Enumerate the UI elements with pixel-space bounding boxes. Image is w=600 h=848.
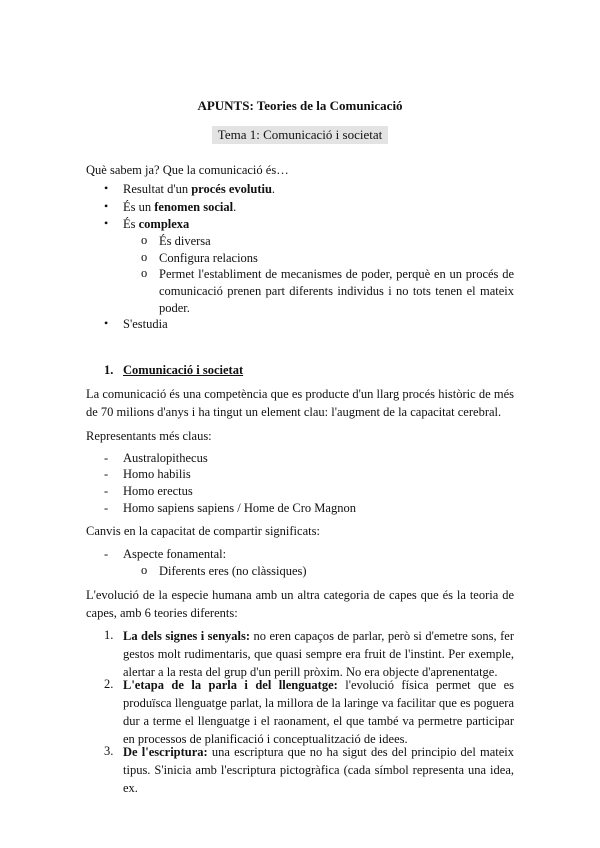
list-item: Homo sapiens sapiens / Home de Cro Magnon [123, 501, 356, 515]
circle-bullet-icon: o [141, 233, 148, 247]
sub-item: Diferents eres (no clàssiques) [159, 564, 307, 578]
bullet-icon: • [104, 181, 109, 195]
section-paragraph: La comunicació és una competència que es producte d'un llarg procés històric de més de 70 milions d'anys i ha tingut un element clau: l'augment de la capacitat cerebral. [86, 387, 514, 419]
bullet-item: És un fenomen social. [123, 200, 237, 214]
section-heading: Comunicació i societat [123, 363, 244, 377]
document-title: APUNTS: Teories de la Comunicació [197, 98, 403, 113]
subtitle-wrapper [0, 126, 600, 144]
list-item: Homo habilis [123, 467, 191, 481]
bullet-icon: • [104, 199, 109, 213]
list-item: Homo erectus [123, 484, 193, 498]
circle-bullet-icon: o [141, 250, 148, 264]
circle-bullet-icon: o [141, 563, 148, 577]
theory-item: L'etapa de la parla i del llenguatge: l'evolució física permet que es produïsca llenguatge parlat, la millora de la laringe va facilitar que es poguera dur a terme el llenguatge i el raonament, el que també va permetre participar en processos de planificació i conceptualització de idees. [123, 678, 514, 746]
dash-icon: - [104, 467, 109, 481]
section-paragraph: L'evolució de la especie humana amb un altra categoria de capes que és la teoria de capes, amb 6 teories diferents: [86, 588, 514, 620]
reps-label: Representants més claus: [86, 429, 212, 443]
bullet-icon: • [104, 216, 109, 230]
list-item: Aspecte fonamental: [123, 547, 227, 561]
intro-question: Què sabem ja? Que la comunicació és… [86, 163, 289, 177]
list-number: 3. [104, 744, 114, 758]
circle-bullet-icon: o [141, 266, 148, 280]
dash-icon: - [104, 451, 109, 465]
theory-item: La dels signes i senyals: no eren capaços de parlar, però si d'emetre sons, fer gestos molt rudimentaris, que quasi sempre era fruit de l'instint. Per exemple, alertar a la resta del grup d'un perill pròxim. No era objecte d'aprenentatge. [123, 629, 514, 679]
section-number: 1. [104, 363, 114, 377]
sub-item: És diversa [159, 234, 211, 248]
list-item: Australopithecus [123, 451, 208, 465]
canvis-label: Canvis en la capacitat de compartir significats: [86, 524, 320, 538]
sub-item: Permet l'establiment de mecanismes de poder, perquè en un procés de comunicació prenen part diferents individus i no tots tenen el mateix poder. [159, 267, 514, 315]
dash-icon: - [104, 547, 109, 561]
list-number: 2. [104, 677, 114, 691]
list-number: 1. [104, 628, 114, 642]
sub-item: Configura relacions [159, 251, 258, 265]
bullet-item: Resultat d'un procés evolutiu. [123, 182, 276, 196]
dash-icon: - [104, 501, 109, 515]
theory-item: De l'escriptura: una escriptura que no ha sigut des del principio del mateix tipus. S'inicia amb l'escriptura pictogràfica (cada símbol representa una idea, ex. [123, 745, 514, 795]
dash-icon: - [104, 484, 109, 498]
bullet-icon: • [104, 316, 109, 330]
bullet-item: És complexa [123, 217, 190, 231]
document-subtitle: Tema 1: Comunicació i societat [212, 126, 388, 144]
bullet-item: S'estudia [123, 317, 168, 331]
